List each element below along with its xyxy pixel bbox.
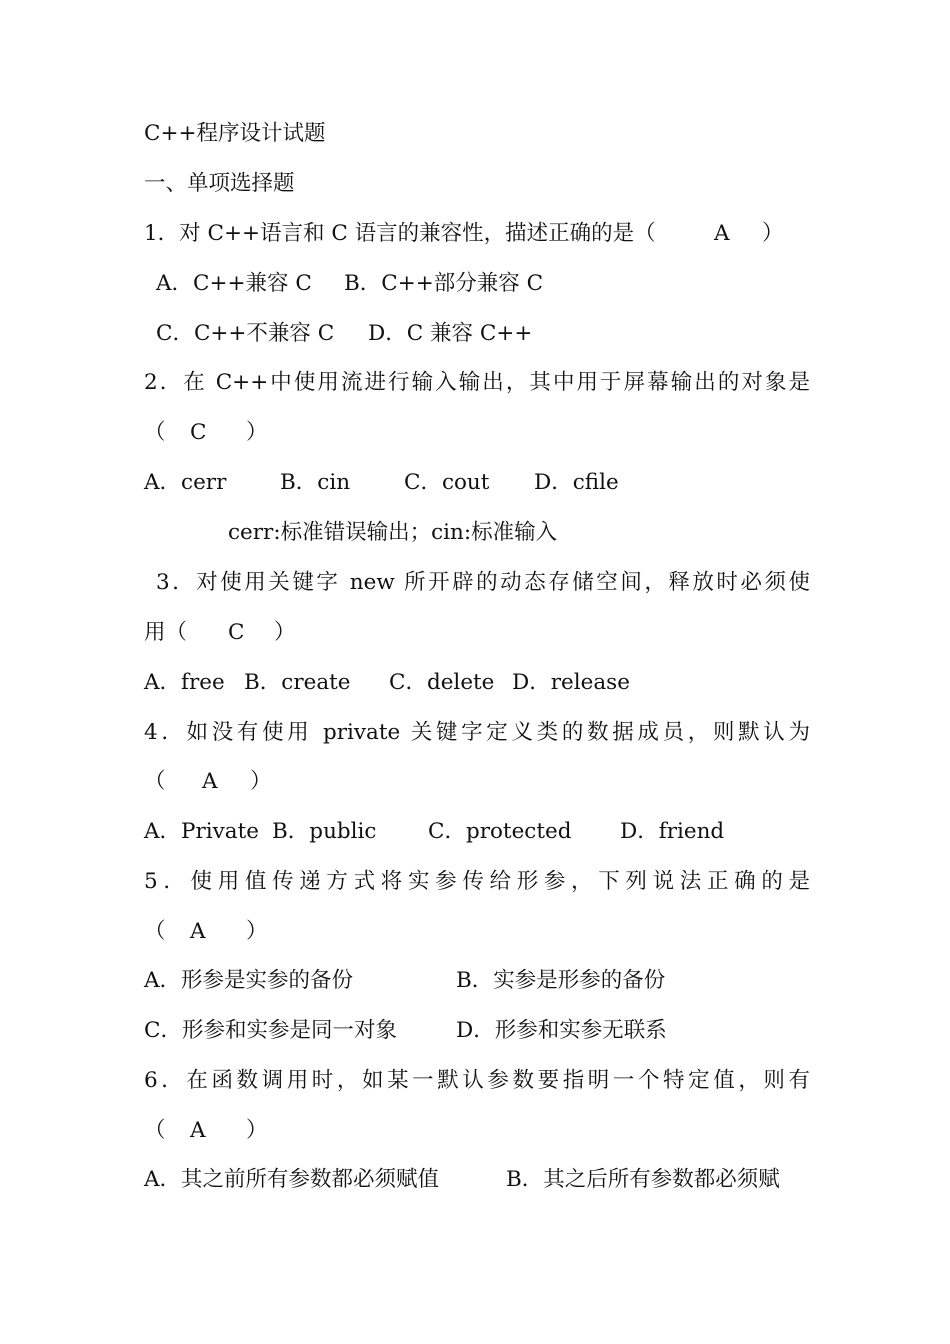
question-6-options bbox=[144, 1163, 810, 1197]
question-2-close: ） bbox=[246, 420, 268, 445]
question-1-option-b: B．C++部分兼容 C bbox=[344, 271, 544, 296]
doc-title-text: C++程序设计试题 bbox=[144, 121, 326, 146]
question-4-close: ） bbox=[250, 769, 272, 794]
question-5-stem: 5．使用值传递方式将实参传给形参，下列说法正确的是 bbox=[144, 869, 810, 894]
question-2-options bbox=[144, 466, 810, 500]
question-1-option-a: A．C++兼容 C bbox=[156, 271, 312, 296]
question-6-answer: A bbox=[190, 1118, 206, 1143]
question-3-answer: C bbox=[228, 620, 245, 645]
section-heading bbox=[144, 167, 810, 201]
question-3-answer-line bbox=[144, 616, 810, 650]
question-1-options-row-2 bbox=[144, 317, 810, 351]
question-3-option-c: C．delete bbox=[389, 670, 495, 695]
question-5-answer: A bbox=[190, 919, 206, 944]
question-1-stem: 1．对 C++语言和 C 语言的兼容性，描述正确的是（ bbox=[144, 221, 656, 246]
doc-title bbox=[144, 117, 810, 151]
question-3-stem: 3．对使用关键字 new 所开辟的动态存储空间，释放时必须使 bbox=[156, 570, 810, 595]
question-2-answer-line bbox=[144, 416, 810, 450]
question-5-option-c: C．形参和实参是同一对象 bbox=[144, 1018, 397, 1043]
question-5-option-d: D．形参和实参无联系 bbox=[456, 1018, 667, 1043]
question-6-close: ） bbox=[246, 1118, 268, 1143]
question-2 bbox=[144, 366, 810, 400]
question-2-option-a: A．cerr bbox=[144, 470, 227, 495]
question-6-option-b: B．其之后所有参数都必须赋 bbox=[506, 1167, 780, 1192]
question-1-answer: A bbox=[714, 221, 730, 246]
question-4-open: （ bbox=[144, 769, 166, 794]
section-heading-text: 一、单项选择题 bbox=[144, 171, 295, 196]
question-4-answer: A bbox=[202, 769, 218, 794]
question-5-options-row-2 bbox=[144, 1014, 810, 1048]
question-2-answer: C bbox=[190, 420, 207, 445]
question-6 bbox=[144, 1064, 810, 1098]
question-1-option-d: D．C 兼容 C++ bbox=[368, 321, 533, 346]
question-2-option-b: B．cin bbox=[280, 470, 351, 495]
question-3-options bbox=[144, 666, 810, 700]
question-2-option-c: C．cout bbox=[404, 470, 490, 495]
question-4-option-a: A．Private bbox=[144, 819, 259, 844]
question-4-options bbox=[144, 815, 810, 849]
question-1 bbox=[144, 217, 810, 251]
question-5-answer-line bbox=[144, 915, 810, 949]
question-3-stem-cont: 用（ bbox=[144, 620, 188, 645]
question-1-option-c: C．C++不兼容 C bbox=[156, 321, 335, 346]
question-4-option-d: D．friend bbox=[620, 819, 725, 844]
question-2-note-text: cerr:标准错误输出；cin:标准输入 bbox=[228, 520, 558, 545]
question-6-answer-line bbox=[144, 1114, 810, 1148]
question-5-option-a: A．形参是实参的备份 bbox=[144, 968, 354, 993]
question-6-option-a: A．其之前所有参数都必须赋值 bbox=[144, 1167, 440, 1192]
question-4-answer-line bbox=[144, 765, 810, 799]
question-6-open: （ bbox=[144, 1118, 166, 1143]
question-2-open: （ bbox=[144, 420, 166, 445]
question-4-stem: 4．如没有使用 private 关键字定义类的数据成员，则默认为 bbox=[144, 720, 810, 745]
question-2-note bbox=[144, 516, 810, 550]
question-4 bbox=[144, 716, 810, 750]
question-3-option-b: B．create bbox=[244, 670, 351, 695]
question-1-options-row-1 bbox=[144, 267, 810, 301]
question-3-option-a: A．free bbox=[144, 670, 225, 695]
question-2-stem: 2．在 C++中使用流进行输入输出，其中用于屏幕输出的对象是 bbox=[144, 370, 810, 395]
question-5-close: ） bbox=[246, 919, 268, 944]
question-3-close: ） bbox=[274, 620, 296, 645]
question-5-options-row-1 bbox=[144, 964, 810, 998]
question-5-open: （ bbox=[144, 919, 166, 944]
question-5-option-b: B．实参是形参的备份 bbox=[456, 968, 666, 993]
question-3-option-d: D．release bbox=[512, 670, 630, 695]
question-4-option-b: B．public bbox=[272, 819, 377, 844]
question-6-stem: 6．在函数调用时，如某一默认参数要指明一个特定值，则有 bbox=[144, 1068, 810, 1093]
question-3 bbox=[156, 566, 810, 600]
question-1-close: ） bbox=[762, 221, 784, 246]
question-4-option-c: C．protected bbox=[428, 819, 572, 844]
question-5 bbox=[144, 865, 810, 899]
question-2-option-d: D．cfile bbox=[534, 470, 619, 495]
